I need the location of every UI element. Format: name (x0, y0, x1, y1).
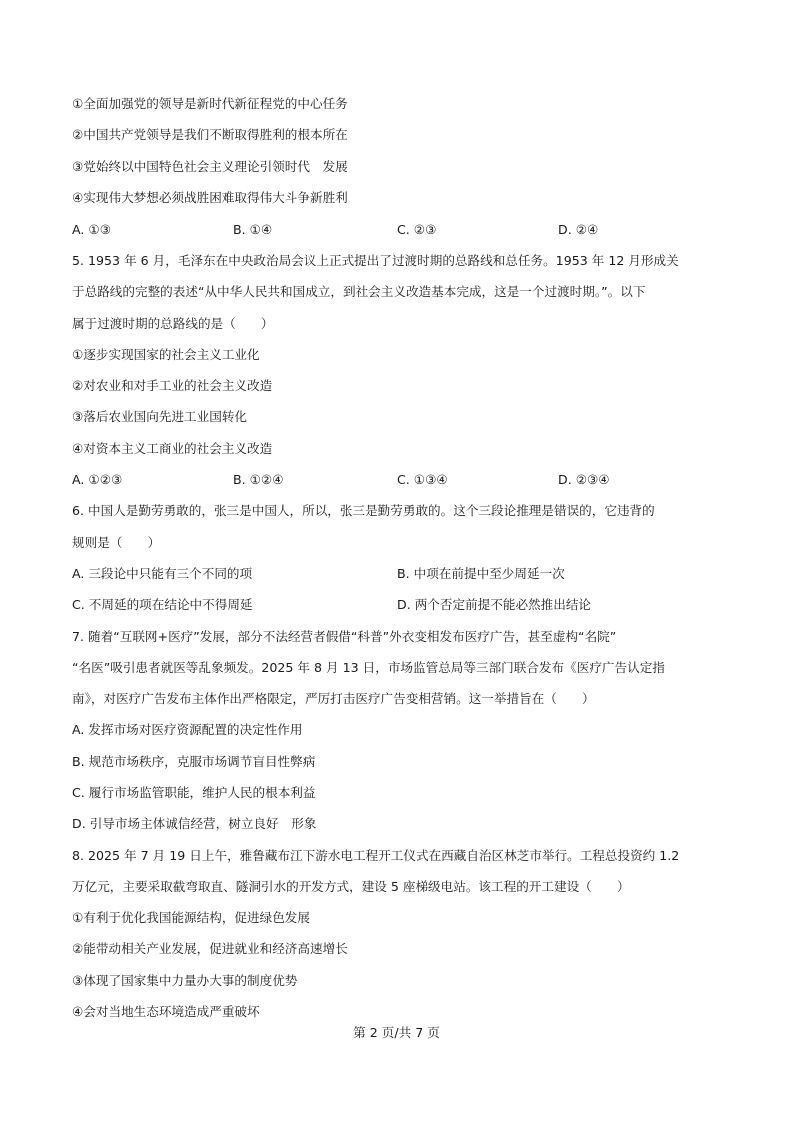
q5-item-2: ②对农业和对手工业的社会主义改造 (72, 378, 273, 393)
q7-stem-line-2: “名医”吸引患者就医等乱象频发。2025 年 8 月 13 日，市场监管总局等三部门联合发布《医疗广告认定指 (72, 660, 665, 675)
q5-item-3: ③落后农业国向先进工业国转化 (72, 409, 248, 424)
q8-item-1: ①有利于优化我国能源结构，促进绿色发展 (72, 910, 310, 925)
q8-item-2: ②能带动相关产业发展，促进就业和经济高速增长 (72, 941, 348, 956)
q8-stem-line-2: 万亿元，主要采取截弯取直、隧洞引水的开发方式，建设 5 座梯级电站。该工程的开工建设（ ） (72, 879, 630, 894)
q8-item-4: ④会对当地生态环境造成严重破坏 (72, 1004, 260, 1019)
q7-stem-line-3: 南》，对医疗广告发布主体作出严格限定，严厉打击医疗广告变相营销。这一举措旨在（ ） (72, 691, 595, 706)
q4-option-a: A. ①③ (72, 222, 111, 237)
q4-option-c: C. ②③ (397, 222, 437, 237)
q5-item-4: ④对资本主义工商业的社会主义改造 (72, 441, 273, 456)
q8-item-3: ③体现了国家集中力量办大事的制度优势 (72, 973, 298, 988)
q6-option-c: C. 不周延的项在结论中不得周延 (72, 597, 253, 612)
q5-option-a: A. ①②③ (72, 472, 123, 487)
q4-item-1: ①全面加强党的领导是新时代新征程党的中心任务 (72, 96, 348, 111)
q6-option-d: D. 两个否定前提不能必然推出结论 (397, 597, 592, 612)
q7-option-a: A. 发挥市场对医疗资源配置的决定性作用 (72, 722, 303, 737)
q7-option-d: D. 引导市场主体诚信经营，树立良好 形象 (72, 816, 317, 831)
q4-item-3: ③党始终以中国特色社会主义理论引领时代 发展 (72, 159, 348, 174)
q6-stem-line-1: 6. 中国人是勤劳勇敢的，张三是中国人，所以，张三是勤劳勇敢的。这个三段论推理是错误的，它违背的 (72, 503, 655, 518)
q4-option-b: B. ①④ (233, 222, 273, 237)
q7-stem-line-1: 7. 随着“互联网+医疗”发展，部分不法经营者假借“科普”外衣变相发布医疗广告，甚至虚构“名院” (72, 629, 617, 644)
q5-option-b: B. ①②④ (233, 472, 284, 487)
q6-option-b: B. 中项在前提中至少周延一次 (397, 566, 565, 581)
q5-option-d: D. ②③④ (558, 472, 610, 487)
q6-stem-line-2: 规则是（ ） (72, 535, 161, 550)
q5-option-c: C. ①③④ (397, 472, 448, 487)
q4-item-2: ②中国共产党领导是我们不断取得胜利的根本所在 (72, 127, 348, 142)
q7-option-b: B. 规范市场秩序，克服市场调节盲目性弊病 (72, 754, 316, 769)
q4-option-d: D. ②④ (558, 222, 599, 237)
q5-stem-line-1: 5. 1953 年 6 月，毛泽东在中央政治局会议上正式提出了过渡时期的总路线和总任务。1953 年 12 月形成关 (72, 253, 679, 268)
q5-stem-line-3: 属于过渡时期的总路线的是（ ） (72, 316, 274, 331)
q7-option-c: C. 履行市场监管职能，维护人民的根本利益 (72, 785, 316, 800)
q8-stem-line-1: 8. 2025 年 7 月 19 日上午，雅鲁藏布江下游水电工程开工仪式在西藏自治区林芝市举行。工程总投资约 1.2 (72, 848, 680, 863)
q5-stem-line-2: 于总路线的完整的表述“从中华人民共和国成立，到社会主义改造基本完成，这是一个过渡时期。”。以下 (72, 284, 646, 299)
q4-item-4: ④实现伟大梦想必须战胜困难取得伟大斗争新胜利 (72, 190, 348, 205)
page-footer: 第 2 页/共 7 页 (353, 1025, 440, 1040)
q5-item-1: ①逐步实现国家的社会主义工业化 (72, 347, 260, 362)
q6-option-a: A. 三段论中只能有三个不同的项 (72, 566, 253, 581)
